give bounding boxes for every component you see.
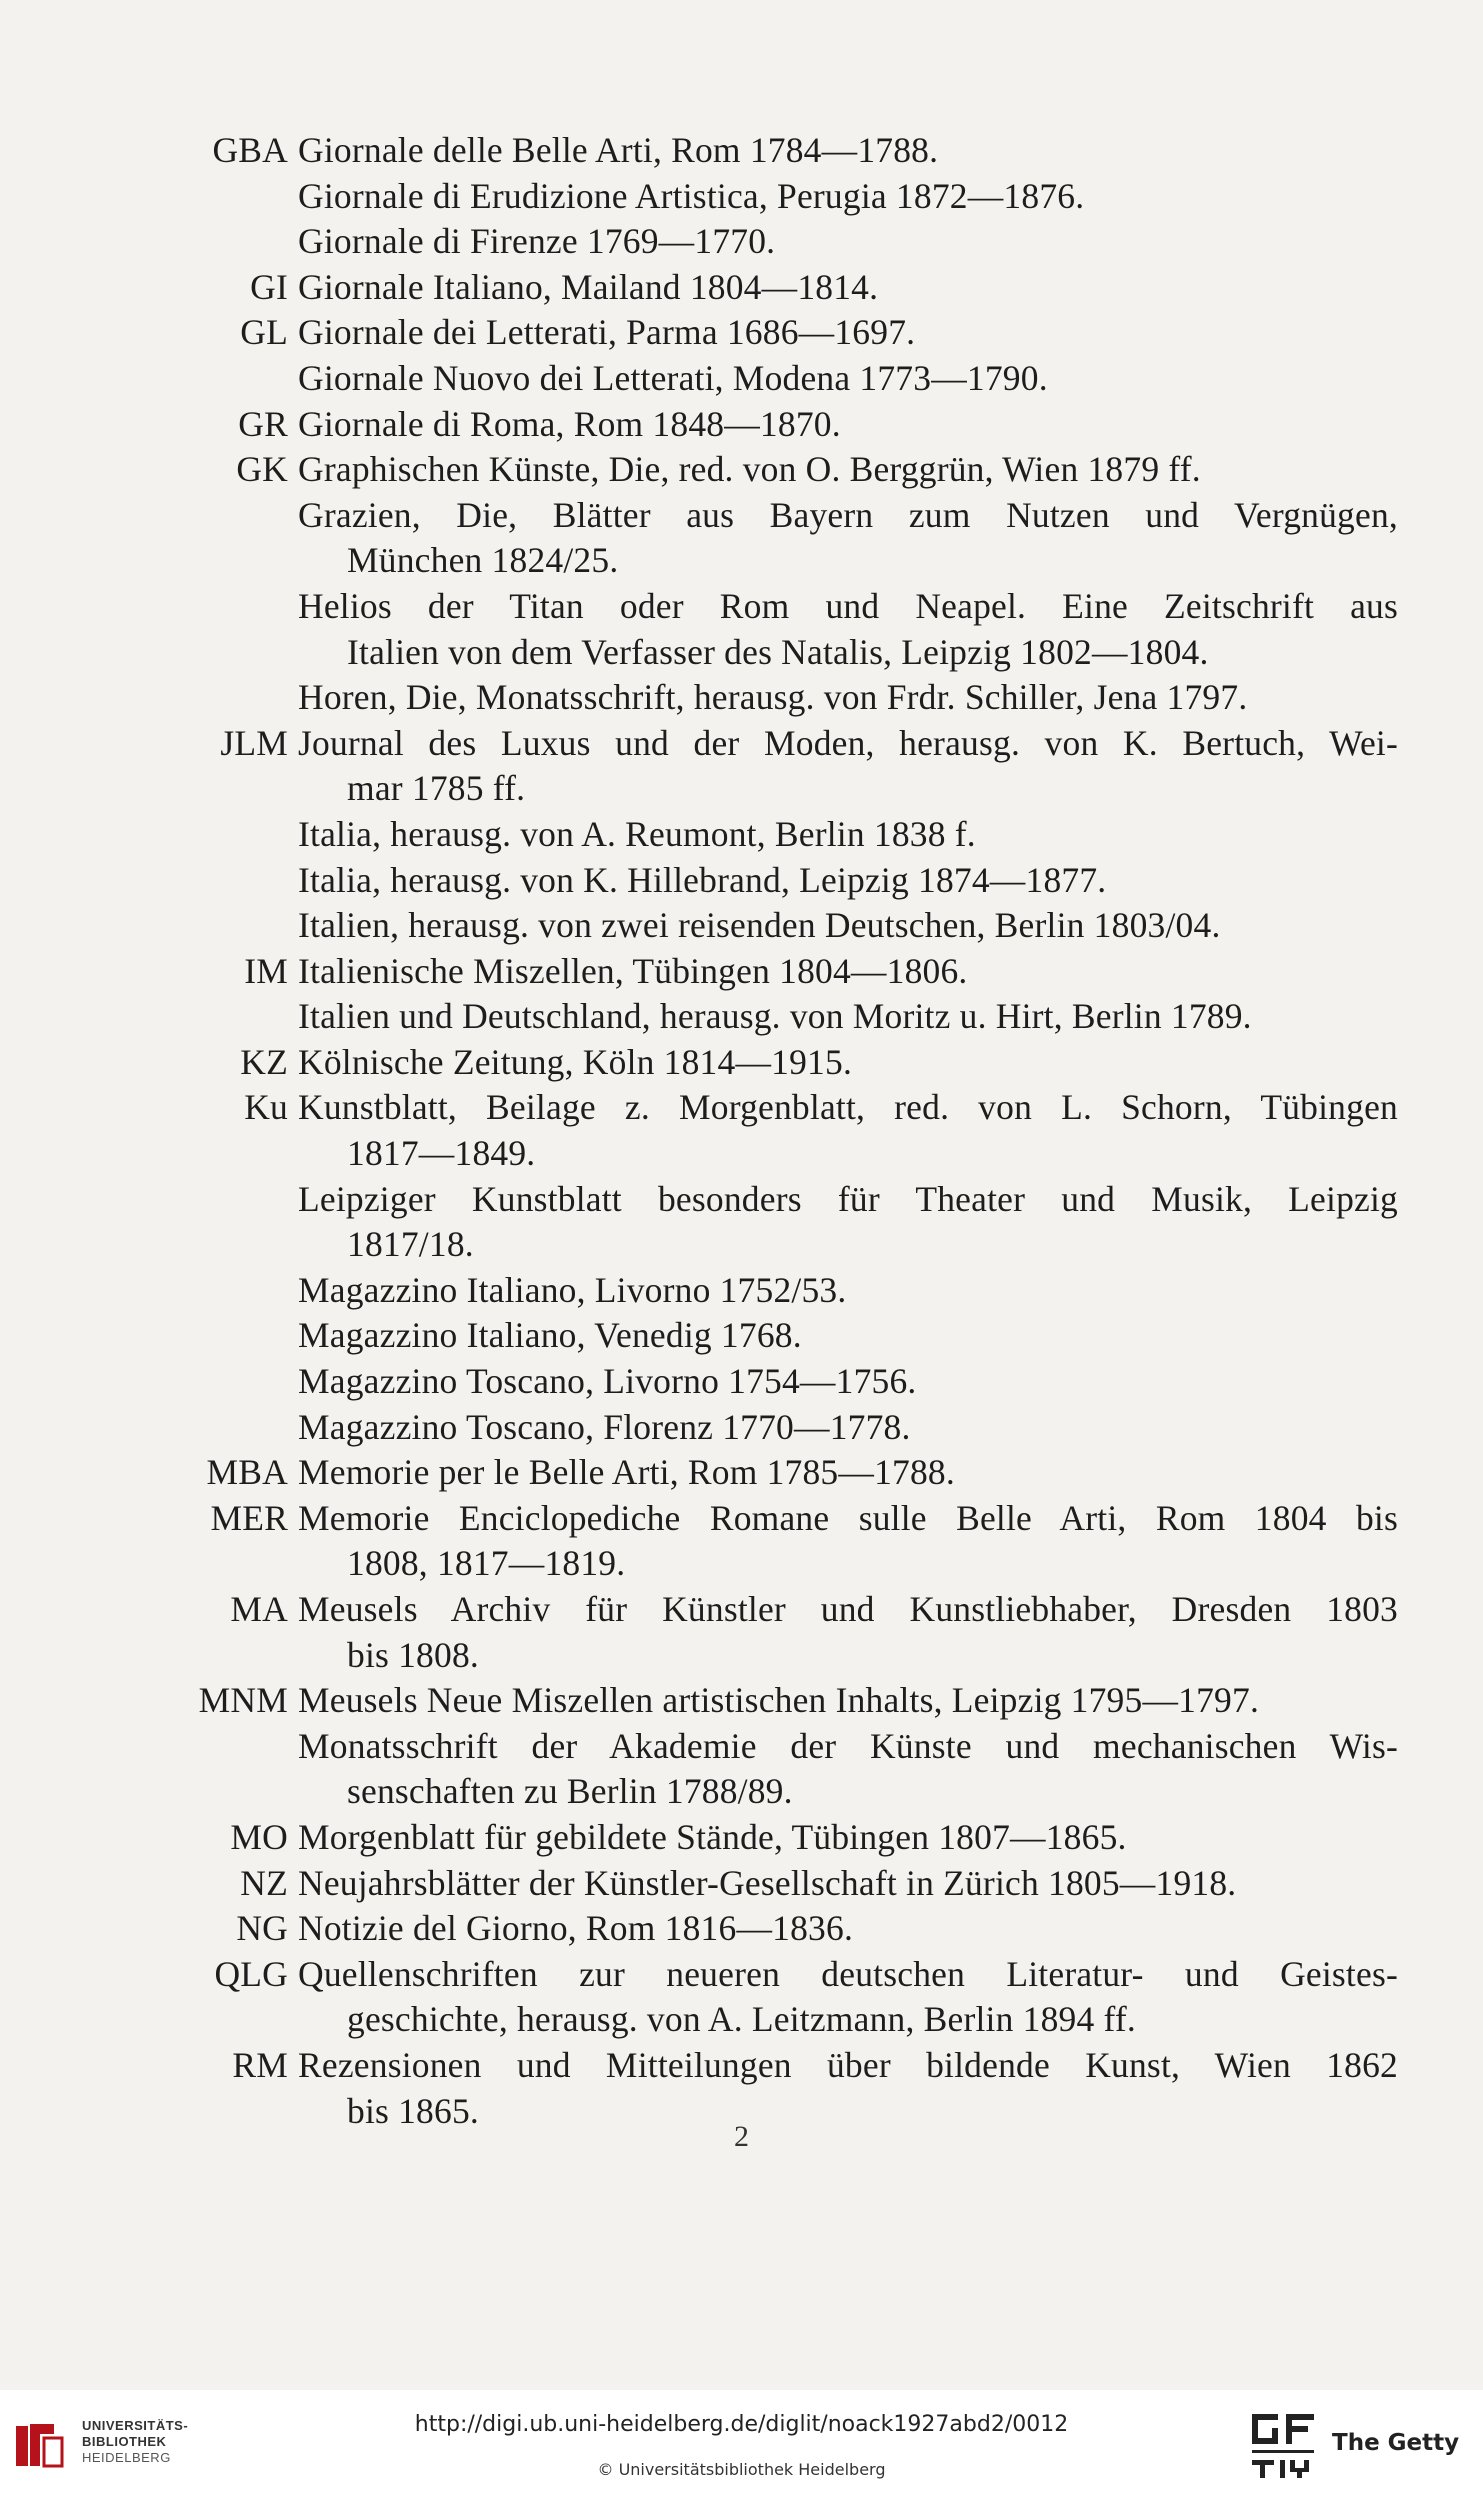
entry-abbreviation: RM — [232, 2044, 288, 2085]
copyright-notice: © Universitätsbibliothek Heidelberg — [597, 2460, 886, 2479]
entry-title: Giornale delle Belle Arti, Rom 1784—1788. — [298, 130, 939, 170]
entry-continuation: 1817/18. — [347, 1224, 474, 1265]
entry-continuation: mar 1785 ff. — [347, 768, 526, 809]
entry-title: Meusels Neue Miszellen artistischen Inhalts, Leipzig 1795—1797. — [298, 1680, 1260, 1721]
bibliography-entry — [0, 1861, 1483, 1907]
entry-title: Giornale di Firenze 1769—1770. — [298, 221, 776, 262]
entry-title: Giornale di Erudizione Artistica, Perugia 1872—1876. — [298, 175, 1085, 216]
bibliography-entry — [0, 1268, 1483, 1314]
entry-abbreviation: MO — [230, 1816, 288, 1857]
entry-title: Magazzino Toscano, Livorno 1754—1756. — [298, 1361, 917, 1402]
bibliography-entry — [0, 949, 1483, 995]
entry-abbreviation: GL — [240, 312, 288, 353]
entry-title: Italien und Deutschland, herausg. von Moritz u. Hirt, Berlin 1789. — [298, 996, 1252, 1037]
bibliography-entry — [0, 812, 1483, 858]
entry-abbreviation: MA — [230, 1589, 288, 1629]
entry-abbreviation: Ku — [244, 1087, 288, 1128]
entry-continuation: München 1824/25. — [347, 540, 619, 581]
entry-title: Memorie per le Belle Arti, Rom 1785—1788. — [298, 1452, 955, 1493]
entry-continuation: senschaften zu Berlin 1788/89. — [347, 1771, 793, 1812]
entry-abbreviation: QLG — [214, 1953, 288, 1994]
bibliography-entry — [0, 174, 1483, 220]
bibliography-entry — [0, 447, 1483, 493]
entry-title: Giornale Italiano, Mailand 1804—1814. — [298, 266, 879, 307]
bibliography-entry — [0, 265, 1483, 311]
bibliography-entry — [0, 1724, 1483, 1815]
bibliography-entry — [0, 1313, 1483, 1359]
entry-title: Notizie del Giorno, Rom 1816—1836. — [298, 1908, 854, 1949]
library-name-line: BIBLIOTHEK — [82, 2434, 167, 2449]
entry-abbreviation: MER — [210, 1497, 288, 1538]
bibliography-entry — [0, 219, 1483, 265]
library-name-line: HEIDELBERG — [82, 2450, 171, 2465]
bibliography-entry — [0, 1177, 1483, 1268]
entry-title: Leipziger Kunstblatt besonders für Theater und Musik, Leipzig — [298, 1178, 1398, 1219]
bibliography-entry — [0, 1085, 1483, 1176]
bibliography-entry — [0, 356, 1483, 402]
entry-continuation: geschichte, herausg. von A. Leitzmann, Berlin 1894 ff. — [347, 1999, 1136, 2040]
entry-title: Giornale di Roma, Rom 1848—1870. — [298, 403, 841, 444]
getty-label: The Getty — [1332, 2430, 1460, 2456]
entry-abbreviation: GBA — [212, 130, 288, 170]
bibliography-entry — [0, 903, 1483, 949]
bibliography-entry — [0, 994, 1483, 1040]
entry-abbreviation: JLM — [220, 722, 288, 763]
entry-title: Grazien, Die, Blätter aus Bayern zum Nutzen und Vergnügen, — [298, 494, 1398, 535]
entry-abbreviation: NZ — [240, 1862, 288, 1903]
entry-title: Italien, herausg. von zwei reisenden Deutschen, Berlin 1803/04. — [298, 905, 1221, 946]
entry-title: Meusels Archiv für Künstler und Kunstliebhaber, Dresden 1803 — [298, 1589, 1398, 1629]
bibliography-entry — [0, 721, 1483, 812]
entry-title: Monatsschrift der Akademie der Künste und mechanischen Wis- — [298, 1725, 1398, 1766]
entry-continuation: 1808, 1817—1819. — [347, 1543, 626, 1584]
bibliography-entry — [0, 584, 1483, 675]
bibliography-entry — [0, 675, 1483, 721]
bibliography-entry — [0, 1678, 1483, 1724]
bibliography-entry — [0, 858, 1483, 904]
bibliography-entry — [0, 1587, 1483, 1678]
bibliography-entry — [0, 1359, 1483, 1405]
entry-continuation: bis 1865. — [347, 2090, 479, 2131]
entry-title: Rezensionen und Mitteilungen über bildende Kunst, Wien 1862 — [298, 2044, 1398, 2085]
page-number: 2 — [734, 2120, 749, 2153]
entry-abbreviation: MNM — [198, 1680, 288, 1721]
entry-abbreviation: NG — [236, 1908, 288, 1949]
entry-abbreviation: MBA — [206, 1452, 288, 1493]
entry-continuation: 1817—1849. — [347, 1133, 536, 1174]
entry-continuation: Italien von dem Verfasser des Natalis, Leipzig 1802—1804. — [347, 631, 1209, 672]
entry-title: Giornale dei Letterati, Parma 1686—1697. — [298, 312, 916, 353]
entry-title: Magazzino Italiano, Livorno 1752/53. — [298, 1269, 847, 1310]
getty-logo-icon — [1246, 2410, 1322, 2482]
bibliography-entry — [0, 1815, 1483, 1861]
entry-title: Magazzino Italiano, Venedig 1768. — [298, 1315, 802, 1356]
bibliography-entry — [0, 1405, 1483, 1451]
entry-abbreviation: GI — [250, 266, 288, 307]
bibliography-entry — [0, 402, 1483, 448]
entry-title: Giornale Nuovo dei Letterati, Modena 1773—1790. — [298, 357, 1048, 398]
entry-title: Magazzino Toscano, Florenz 1770—1778. — [298, 1406, 911, 1447]
entry-title: Horen, Die, Monatsschrift, herausg. von Frdr. Schiller, Jena 1797. — [298, 677, 1248, 718]
entry-abbreviation: IM — [244, 950, 288, 991]
entry-abbreviation: GR — [238, 403, 288, 444]
bibliography-entry — [0, 1952, 1483, 2043]
bibliography-entry — [0, 1040, 1483, 1086]
bibliography-entry — [0, 493, 1483, 584]
viewer-footer — [0, 2390, 1483, 2497]
entry-title: Graphischen Künste, Die, red. von O. Berggrün, Wien 1879 ff. — [298, 449, 1201, 490]
entry-title: Helios der Titan oder Rom und Neapel. Eine Zeitschrift aus — [298, 585, 1398, 626]
entry-title: Memorie Enciclopediche Romane sulle Belle Arti, Rom 1804 bis — [298, 1497, 1398, 1538]
entry-title: Morgenblatt für gebildete Stände, Tübingen 1807—1865. — [298, 1816, 1127, 1857]
entry-title: Quellenschriften zur neueren deutschen Literatur- und Geistes- — [298, 1953, 1398, 1994]
permalink-url[interactable]: http://digi.ub.uni-heidelberg.de/diglit/noack1927abd2/0012 — [414, 2412, 1069, 2437]
bibliography-entry — [0, 1906, 1483, 1952]
bibliography-entry — [0, 1496, 1483, 1587]
entry-abbreviation: KZ — [240, 1041, 288, 1082]
entry-title: Italia, herausg. von A. Reumont, Berlin 1838 f. — [298, 813, 976, 854]
entry-title: Journal des Luxus und der Moden, herausg. von K. Bertuch, Wei- — [298, 722, 1398, 763]
bibliography-entry — [0, 1450, 1483, 1496]
entry-title: Neujahrsblätter der Künstler-Gesellschaft in Zürich 1805—1918. — [298, 1862, 1237, 1903]
abbreviation-list — [0, 128, 1483, 2134]
entry-abbreviation: GK — [236, 449, 288, 490]
entry-title: Italienische Miszellen, Tübingen 1804—1806. — [298, 950, 968, 991]
entry-title: Kölnische Zeitung, Köln 1814—1915. — [298, 1041, 853, 1082]
bibliography-entry — [0, 310, 1483, 356]
bibliography-entry — [0, 128, 1483, 174]
entry-continuation: bis 1808. — [347, 1634, 479, 1675]
entry-title: Italia, herausg. von K. Hillebrand, Leipzig 1874—1877. — [298, 859, 1107, 900]
library-name-line: UNIVERSITÄTS- — [82, 2418, 189, 2433]
entry-title: Kunstblatt, Beilage z. Morgenblatt, red. von L. Schorn, Tübingen — [298, 1087, 1398, 1128]
